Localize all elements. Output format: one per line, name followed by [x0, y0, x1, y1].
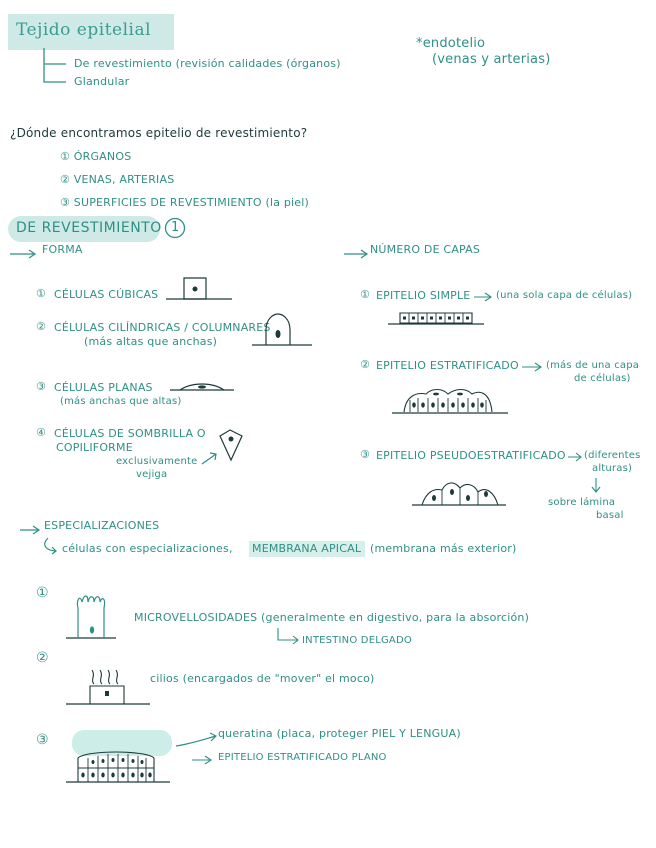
question-item-3: ③ SUPERFICIES DE REVESTIMIENTO (la piel): [60, 196, 310, 209]
capas-label: NÚMERO DE CAPAS: [370, 243, 481, 256]
esp-item-2-num: ②: [36, 650, 49, 666]
columnar-cell-drawing: [252, 312, 322, 352]
endotelio-label: *endotelio: [416, 36, 486, 51]
forma-item-2-num: ②: [36, 320, 47, 333]
question-item-2: ② VENAS, ARTERIAS: [60, 173, 175, 186]
esp-item-1-text: MICROVELLOSIDADES (generalmente en digestivo, para la absorción): [134, 611, 530, 624]
esp-item-3-num: ③: [36, 732, 49, 748]
flat-cell-drawing: [170, 380, 240, 396]
cilia-drawing: [66, 664, 156, 708]
capas-item-2-note-1: (más de una capa: [546, 360, 640, 371]
especializaciones-branch-icon: [42, 538, 62, 556]
capas-item-3-num: ③: [360, 448, 371, 461]
especializaciones-arrow-icon: [20, 525, 46, 535]
forma-item-1-num: ①: [36, 287, 47, 300]
esp-item-2-text: cilios (encargados de "mover" el moco): [150, 672, 375, 685]
lamina-note-2: basal: [596, 510, 624, 521]
keratin-arrows-icon: [176, 730, 222, 764]
capas-item-2-num: ②: [360, 358, 371, 371]
vejiga-arrow-icon: [202, 450, 222, 470]
lamina-arrow-icon: [590, 478, 602, 496]
membrana-apical-label: MEMBRANA APICAL: [252, 542, 362, 555]
capas-item-1-arrow-icon: [474, 292, 496, 302]
capas-item-1-note: (una sola capa de células): [496, 290, 633, 301]
forma-item-4-num: ④: [36, 426, 47, 439]
especializaciones-label: ESPECIALIZACIONES: [44, 519, 160, 532]
forma-item-2-note: (más altas que anchas): [84, 335, 218, 348]
capas-item-3-note-2: alturas): [592, 463, 633, 474]
capas-item-1-text: EPITELIO SIMPLE: [376, 289, 471, 302]
simple-epithelium-drawing: [388, 310, 488, 328]
membrana-note: (membrana más exterior): [370, 542, 517, 555]
section-number: 1: [171, 220, 180, 235]
forma-label: FORMA: [42, 243, 83, 256]
lamina-note-1: sobre lámina: [548, 497, 616, 508]
section-header-label: DE REVESTIMIENTO: [16, 220, 162, 236]
cubic-cell-drawing: [166, 276, 236, 306]
forma-item-4-note: COPILIFORME: [56, 441, 133, 454]
esp-item-1-num: ①: [36, 585, 49, 601]
pseudostratified-epithelium-drawing: [412, 478, 512, 508]
capas-item-2-note-2: de células): [574, 373, 631, 384]
question-text: ¿Dónde encontramos epitelio de revestimiento?: [10, 126, 308, 140]
capas-item-3-text: EPITELIO PSEUDOESTRATIFICADO: [376, 449, 566, 462]
capas-item-1-num: ①: [360, 288, 371, 301]
keratinized-epithelium-drawing: [66, 748, 176, 784]
stratified-epithelium-drawing: [392, 386, 512, 416]
esp-item-1-sub: INTESTINO DELGADO: [302, 635, 412, 646]
type-glandular: Glandular: [74, 75, 130, 88]
esp-item-3-sub: EPITELIO ESTRATIFICADO PLANO: [218, 752, 387, 763]
forma-arrow-icon: [10, 249, 40, 259]
forma-item-1-text: CÉLULAS CÚBICAS: [54, 288, 159, 301]
capas-item-2-text: EPITELIO ESTRATIFICADO: [376, 359, 519, 372]
forma-item-3-num: ③: [36, 380, 47, 393]
capas-item-3-note-1: (diferentes: [584, 450, 641, 461]
forma-item-3-note: (más anchas que altas): [60, 396, 182, 407]
vejiga-note-2: vejiga: [136, 469, 168, 480]
esp-item-1-sub-arrow-icon: [276, 628, 304, 646]
esp-item-3-text: queratina (placa, proteger PIEL Y LENGUA): [218, 727, 461, 740]
page-title: Tejido epitelial: [16, 20, 152, 40]
forma-item-4-text: CÉLULAS DE SOMBRILLA O: [54, 427, 206, 440]
capas-item-2-arrow-icon: [522, 362, 546, 372]
endotelio-detail: (venas y arterias): [432, 52, 551, 67]
vejiga-note-1: exclusivamente: [116, 456, 198, 467]
forma-item-2-text: CÉLULAS CILÍNDRICAS / COLUMNARES: [54, 321, 271, 334]
especializaciones-intro: células con especializaciones,: [62, 542, 233, 555]
forma-item-3-text: CÉLULAS PLANAS: [54, 381, 153, 394]
type-revestimiento: De revestimiento (revisión calidades (órganos): [74, 57, 341, 70]
question-item-1: ① ÓRGANOS: [60, 150, 132, 163]
microvilli-drawing: [66, 592, 126, 640]
